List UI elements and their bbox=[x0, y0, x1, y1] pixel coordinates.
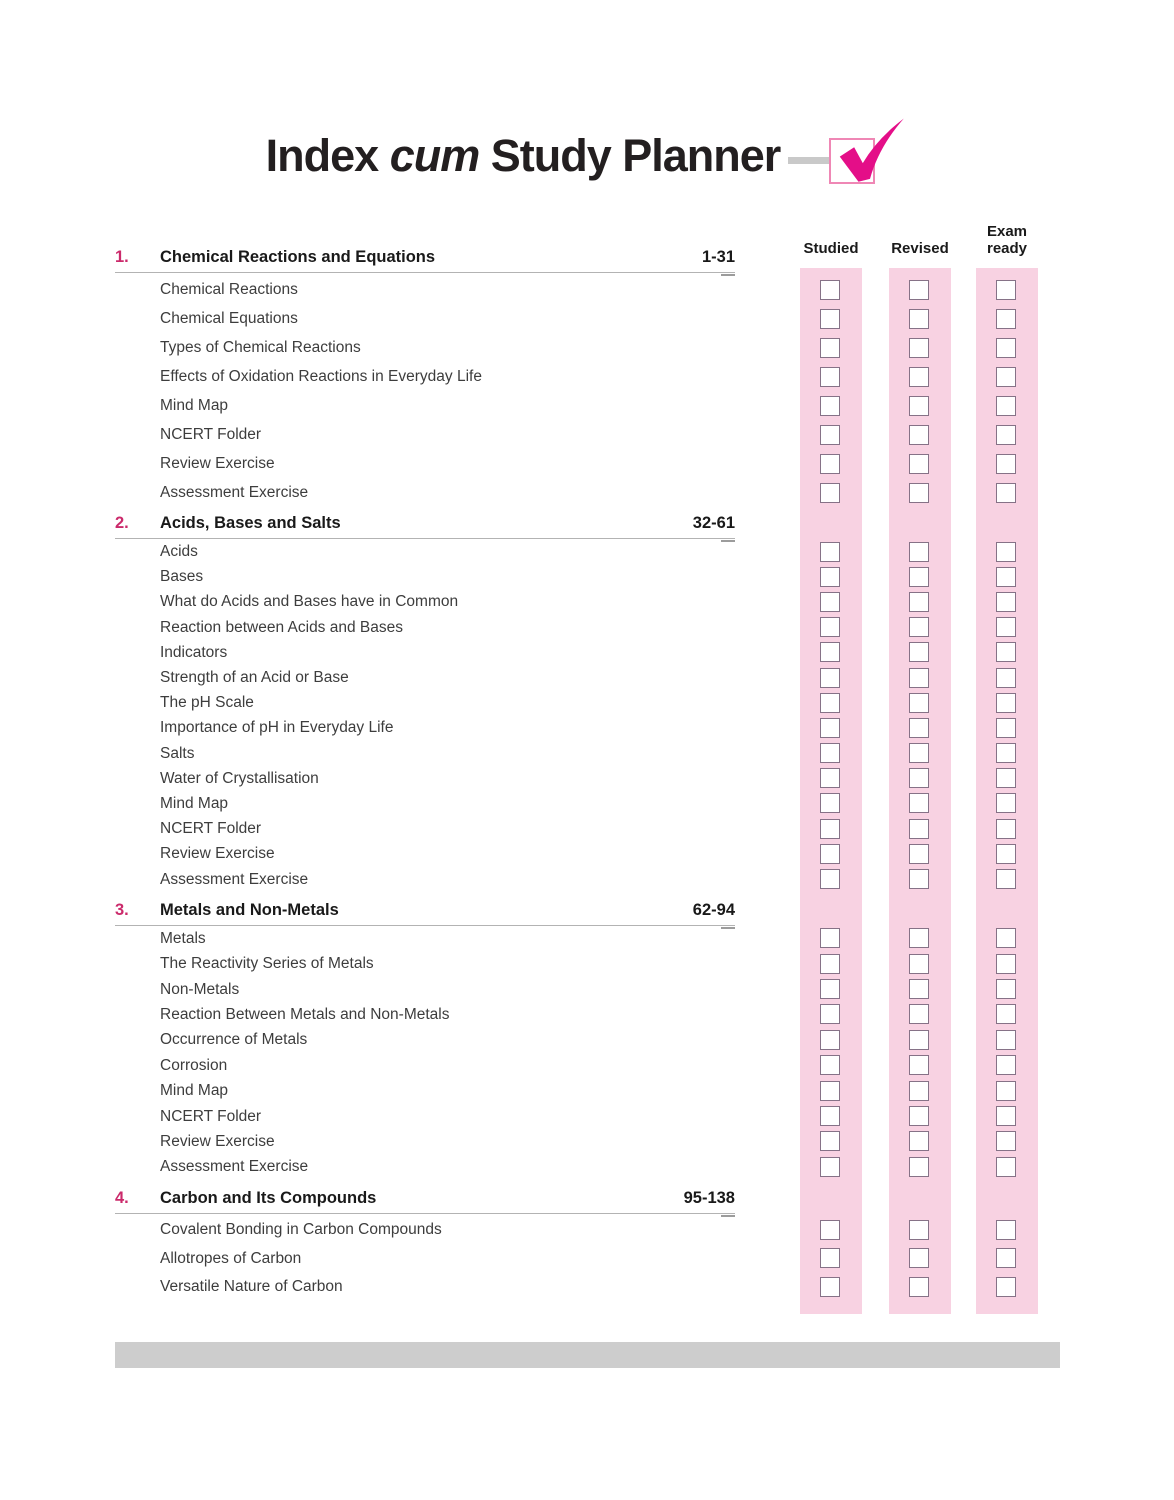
topic-row bbox=[115, 866, 1060, 891]
exam-ready-checkbox[interactable] bbox=[996, 1055, 1016, 1075]
revised-checkbox[interactable] bbox=[909, 793, 929, 813]
exam-ready-checkbox[interactable] bbox=[996, 483, 1016, 503]
studied-checkbox[interactable] bbox=[820, 309, 840, 329]
studied-checkbox[interactable] bbox=[820, 928, 840, 948]
exam-ready-checkbox[interactable] bbox=[996, 367, 1016, 387]
topic-label: Acids bbox=[160, 543, 198, 561]
column-header-exam-ready: Exam ready bbox=[986, 223, 1028, 257]
exam-ready-checkbox[interactable] bbox=[996, 542, 1016, 562]
revised-checkbox[interactable] bbox=[909, 642, 929, 662]
studied-checkbox[interactable] bbox=[820, 1131, 840, 1151]
topic-label: Chemical Reactions bbox=[160, 280, 298, 298]
studied-checkbox[interactable] bbox=[820, 819, 840, 839]
revised-checkbox[interactable] bbox=[909, 367, 929, 387]
section-page-range: 32-61 bbox=[692, 514, 735, 532]
revised-checkbox[interactable] bbox=[909, 979, 929, 999]
studied-checkbox[interactable] bbox=[820, 483, 840, 503]
studied-checkbox[interactable] bbox=[820, 280, 840, 300]
topic-row bbox=[115, 665, 1060, 690]
topic-row bbox=[115, 741, 1060, 766]
section-page-range: 1-31 bbox=[701, 248, 735, 266]
revised-checkbox[interactable] bbox=[909, 567, 929, 587]
index-list bbox=[115, 243, 1060, 1301]
studied-checkbox[interactable] bbox=[820, 567, 840, 587]
topic-label: Chemical Equations bbox=[160, 309, 298, 327]
revised-checkbox[interactable] bbox=[909, 425, 929, 445]
section-title: Acids, Bases and Salts bbox=[160, 514, 341, 532]
section-number: 3. bbox=[115, 900, 129, 919]
studied-checkbox[interactable] bbox=[820, 1220, 840, 1240]
section-title: Chemical Reactions and Equations bbox=[160, 248, 436, 266]
section-header bbox=[115, 892, 735, 926]
section-header bbox=[115, 243, 735, 273]
revised-checkbox[interactable] bbox=[909, 309, 929, 329]
topic-row bbox=[115, 715, 1060, 740]
revised-checkbox[interactable] bbox=[909, 718, 929, 738]
exam-ready-checkbox[interactable] bbox=[996, 642, 1016, 662]
studied-checkbox[interactable] bbox=[820, 338, 840, 358]
revised-checkbox[interactable] bbox=[909, 617, 929, 637]
topic-row bbox=[115, 690, 1060, 715]
topic-label: What do Acids and Bases have in Common bbox=[160, 593, 459, 611]
revised-checkbox[interactable] bbox=[909, 454, 929, 474]
section-header bbox=[115, 507, 735, 539]
topic-row bbox=[115, 304, 1060, 333]
studied-checkbox[interactable] bbox=[820, 1106, 840, 1126]
page-header bbox=[0, 130, 1174, 190]
revised-checkbox[interactable] bbox=[909, 592, 929, 612]
topic-row bbox=[115, 449, 1060, 478]
revised-checkbox[interactable] bbox=[909, 1220, 929, 1240]
topic-label: Water of Crystallisation bbox=[160, 769, 319, 787]
page-title bbox=[266, 130, 781, 182]
section-page-range: 95-138 bbox=[683, 1188, 735, 1207]
section-number: 1. bbox=[115, 248, 129, 266]
topic-label: Reaction Between Metals and Non-Metals bbox=[160, 1005, 450, 1023]
exam-ready-checkbox[interactable] bbox=[996, 954, 1016, 974]
studied-checkbox[interactable] bbox=[820, 844, 840, 864]
topic-label: Covalent Bonding in Carbon Compounds bbox=[160, 1221, 442, 1239]
studied-checkbox[interactable] bbox=[820, 768, 840, 788]
studied-checkbox[interactable] bbox=[820, 1157, 840, 1177]
exam-ready-checkbox[interactable] bbox=[996, 844, 1016, 864]
revised-checkbox[interactable] bbox=[909, 928, 929, 948]
revised-checkbox[interactable] bbox=[909, 869, 929, 889]
section-page-range: 62-94 bbox=[692, 900, 735, 919]
studied-checkbox[interactable] bbox=[820, 1030, 840, 1050]
revised-checkbox[interactable] bbox=[909, 693, 929, 713]
revised-checkbox[interactable] bbox=[909, 1055, 929, 1075]
revised-checkbox[interactable] bbox=[909, 542, 929, 562]
revised-checkbox[interactable] bbox=[909, 280, 929, 300]
topic-row bbox=[115, 816, 1060, 841]
topic-label: Bases bbox=[160, 568, 204, 586]
exam-ready-checkbox[interactable] bbox=[996, 1248, 1016, 1268]
revised-checkbox[interactable] bbox=[909, 819, 929, 839]
chapter-section bbox=[115, 1180, 1060, 1302]
revised-checkbox[interactable] bbox=[909, 1106, 929, 1126]
topic-label: The Reactivity Series of Metals bbox=[160, 955, 374, 973]
revised-checkbox[interactable] bbox=[909, 768, 929, 788]
topic-row bbox=[115, 420, 1060, 449]
topic-row bbox=[115, 1053, 1060, 1078]
topic-row bbox=[115, 478, 1060, 507]
exam-ready-checkbox[interactable] bbox=[996, 1157, 1016, 1177]
studied-checkbox[interactable] bbox=[820, 793, 840, 813]
studied-checkbox[interactable] bbox=[820, 979, 840, 999]
studied-checkbox[interactable] bbox=[820, 954, 840, 974]
topic-label: The pH Scale bbox=[160, 694, 254, 712]
topic-label: Allotropes of Carbon bbox=[160, 1249, 302, 1267]
topic-row bbox=[115, 841, 1060, 866]
exam-ready-checkbox[interactable] bbox=[996, 768, 1016, 788]
exam-ready-checkbox[interactable] bbox=[996, 793, 1016, 813]
revised-checkbox[interactable] bbox=[909, 1131, 929, 1151]
exam-ready-checkbox[interactable] bbox=[996, 1004, 1016, 1024]
topic-label: Review Exercise bbox=[160, 845, 275, 863]
studied-checkbox[interactable] bbox=[820, 1248, 840, 1268]
studied-checkbox[interactable] bbox=[820, 454, 840, 474]
topic-label: Non-Metals bbox=[160, 980, 240, 998]
topic-row bbox=[115, 1078, 1060, 1103]
topic-label: Metals bbox=[160, 929, 206, 947]
revised-checkbox[interactable] bbox=[909, 396, 929, 416]
topic-row bbox=[115, 1154, 1060, 1179]
topic-rows bbox=[115, 1214, 1060, 1302]
column-header-studied: Studied bbox=[803, 240, 859, 257]
topic-label: Effects of Oxidation Reactions in Everyday Life bbox=[160, 367, 482, 385]
column-header-revised: Revised bbox=[891, 240, 949, 257]
topic-row bbox=[115, 1273, 1060, 1302]
title-word-index: Index bbox=[265, 130, 379, 181]
topic-label: NCERT Folder bbox=[160, 425, 262, 443]
revised-checkbox[interactable] bbox=[909, 338, 929, 358]
exam-ready-checkbox[interactable] bbox=[996, 592, 1016, 612]
topic-row bbox=[115, 1027, 1060, 1052]
topic-row bbox=[115, 564, 1060, 589]
topic-row bbox=[115, 791, 1060, 816]
exam-ready-checkbox[interactable] bbox=[996, 280, 1016, 300]
exam-ready-checkbox[interactable] bbox=[996, 743, 1016, 763]
chapter-section bbox=[115, 892, 1060, 1180]
checkmark-icon bbox=[834, 115, 906, 191]
topic-row bbox=[115, 539, 1060, 564]
section-number: 4. bbox=[115, 1188, 129, 1207]
topic-row bbox=[115, 1002, 1060, 1027]
exam-ready-checkbox[interactable] bbox=[996, 718, 1016, 738]
topic-row bbox=[115, 1129, 1060, 1154]
section-title: Metals and Non-Metals bbox=[160, 900, 339, 919]
topic-row bbox=[115, 362, 1060, 391]
topic-label: Review Exercise bbox=[160, 454, 275, 472]
topic-label: NCERT Folder bbox=[160, 1107, 262, 1125]
studied-checkbox[interactable] bbox=[820, 425, 840, 445]
topic-label: Reaction between Acids and Bases bbox=[160, 618, 403, 636]
topic-row bbox=[115, 1244, 1060, 1273]
topic-label: NCERT Folder bbox=[160, 820, 262, 838]
topic-row bbox=[115, 926, 1060, 951]
revised-checkbox[interactable] bbox=[909, 1157, 929, 1177]
studied-checkbox[interactable] bbox=[820, 617, 840, 637]
topic-row bbox=[115, 333, 1060, 362]
studied-checkbox[interactable] bbox=[820, 718, 840, 738]
studied-checkbox[interactable] bbox=[820, 743, 840, 763]
exam-ready-checkbox[interactable] bbox=[996, 396, 1016, 416]
exam-ready-checkbox[interactable] bbox=[996, 338, 1016, 358]
title-word-study-planner: Study Planner bbox=[490, 130, 781, 181]
exam-ready-checkbox[interactable] bbox=[996, 869, 1016, 889]
exam-ready-checkbox[interactable] bbox=[996, 979, 1016, 999]
exam-ready-checkbox[interactable] bbox=[996, 454, 1016, 474]
exam-ready-checkbox[interactable] bbox=[996, 668, 1016, 688]
studied-checkbox[interactable] bbox=[820, 1004, 840, 1024]
studied-checkbox[interactable] bbox=[820, 668, 840, 688]
topic-label: Indicators bbox=[160, 643, 228, 661]
topic-rows bbox=[115, 273, 1060, 507]
revised-checkbox[interactable] bbox=[909, 668, 929, 688]
studied-checkbox[interactable] bbox=[820, 592, 840, 612]
exam-ready-checkbox[interactable] bbox=[996, 567, 1016, 587]
topic-label: Salts bbox=[160, 744, 195, 762]
exam-ready-checkbox[interactable] bbox=[996, 1030, 1016, 1050]
studied-checkbox[interactable] bbox=[820, 1081, 840, 1101]
revised-checkbox[interactable] bbox=[909, 1081, 929, 1101]
topic-row bbox=[115, 275, 1060, 304]
exam-ready-checkbox[interactable] bbox=[996, 819, 1016, 839]
topic-label: Assessment Exercise bbox=[160, 1158, 309, 1176]
studied-checkbox[interactable] bbox=[820, 1055, 840, 1075]
studied-checkbox[interactable] bbox=[820, 367, 840, 387]
section-header bbox=[115, 1180, 735, 1214]
topic-row bbox=[115, 1216, 1060, 1245]
revised-checkbox[interactable] bbox=[909, 1030, 929, 1050]
studied-checkbox[interactable] bbox=[820, 396, 840, 416]
exam-ready-checkbox[interactable] bbox=[996, 1081, 1016, 1101]
revised-checkbox[interactable] bbox=[909, 483, 929, 503]
revised-checkbox[interactable] bbox=[909, 954, 929, 974]
topic-label: Mind Map bbox=[160, 1082, 229, 1100]
revised-checkbox[interactable] bbox=[909, 1248, 929, 1268]
topic-label: Types of Chemical Reactions bbox=[160, 338, 361, 356]
topic-rows bbox=[115, 926, 1060, 1180]
topic-label: Assessment Exercise bbox=[160, 483, 309, 501]
studied-checkbox[interactable] bbox=[820, 642, 840, 662]
topic-label: Corrosion bbox=[160, 1056, 228, 1074]
exam-ready-checkbox[interactable] bbox=[996, 1277, 1016, 1297]
footer-bar bbox=[115, 1342, 1060, 1368]
topic-label: Assessment Exercise bbox=[160, 870, 309, 888]
studied-checkbox[interactable] bbox=[820, 1277, 840, 1297]
topic-label: Mind Map bbox=[160, 794, 229, 812]
title-word-cum: cum bbox=[378, 130, 491, 181]
exam-ready-checkbox[interactable] bbox=[996, 1106, 1016, 1126]
topic-label: Mind Map bbox=[160, 396, 229, 414]
topic-row bbox=[115, 615, 1060, 640]
topic-label: Versatile Nature of Carbon bbox=[160, 1278, 343, 1296]
topic-row bbox=[115, 951, 1060, 976]
topic-row bbox=[115, 640, 1060, 665]
studied-checkbox[interactable] bbox=[820, 693, 840, 713]
topic-row bbox=[115, 766, 1060, 791]
topic-row bbox=[115, 976, 1060, 1001]
section-title: Carbon and Its Compounds bbox=[160, 1188, 377, 1207]
exam-ready-checkbox[interactable] bbox=[996, 1220, 1016, 1240]
exam-ready-checkbox[interactable] bbox=[996, 928, 1016, 948]
topic-label: Occurrence of Metals bbox=[160, 1031, 308, 1049]
revised-checkbox[interactable] bbox=[909, 1277, 929, 1297]
topic-row bbox=[115, 589, 1060, 614]
title-checkbox-logo bbox=[788, 130, 908, 190]
exam-ready-checkbox[interactable] bbox=[996, 309, 1016, 329]
revised-checkbox[interactable] bbox=[909, 743, 929, 763]
revised-checkbox[interactable] bbox=[909, 1004, 929, 1024]
dash-decoration bbox=[788, 157, 829, 164]
chapter-section bbox=[115, 243, 1060, 507]
topic-row bbox=[115, 1103, 1060, 1128]
topic-label: Strength of an Acid or Base bbox=[160, 669, 349, 686]
chapter-section bbox=[115, 507, 1060, 892]
revised-checkbox[interactable] bbox=[909, 844, 929, 864]
exam-ready-checkbox[interactable] bbox=[996, 1131, 1016, 1151]
studied-checkbox[interactable] bbox=[820, 869, 840, 889]
section-number: 2. bbox=[115, 514, 129, 532]
topic-label: Review Exercise bbox=[160, 1132, 275, 1150]
exam-ready-checkbox[interactable] bbox=[996, 425, 1016, 445]
topic-label: Importance of pH in Everyday Life bbox=[160, 719, 394, 737]
studied-checkbox[interactable] bbox=[820, 542, 840, 562]
exam-ready-checkbox[interactable] bbox=[996, 693, 1016, 713]
topic-rows bbox=[115, 539, 1060, 892]
topic-row bbox=[115, 391, 1060, 420]
exam-ready-checkbox[interactable] bbox=[996, 617, 1016, 637]
